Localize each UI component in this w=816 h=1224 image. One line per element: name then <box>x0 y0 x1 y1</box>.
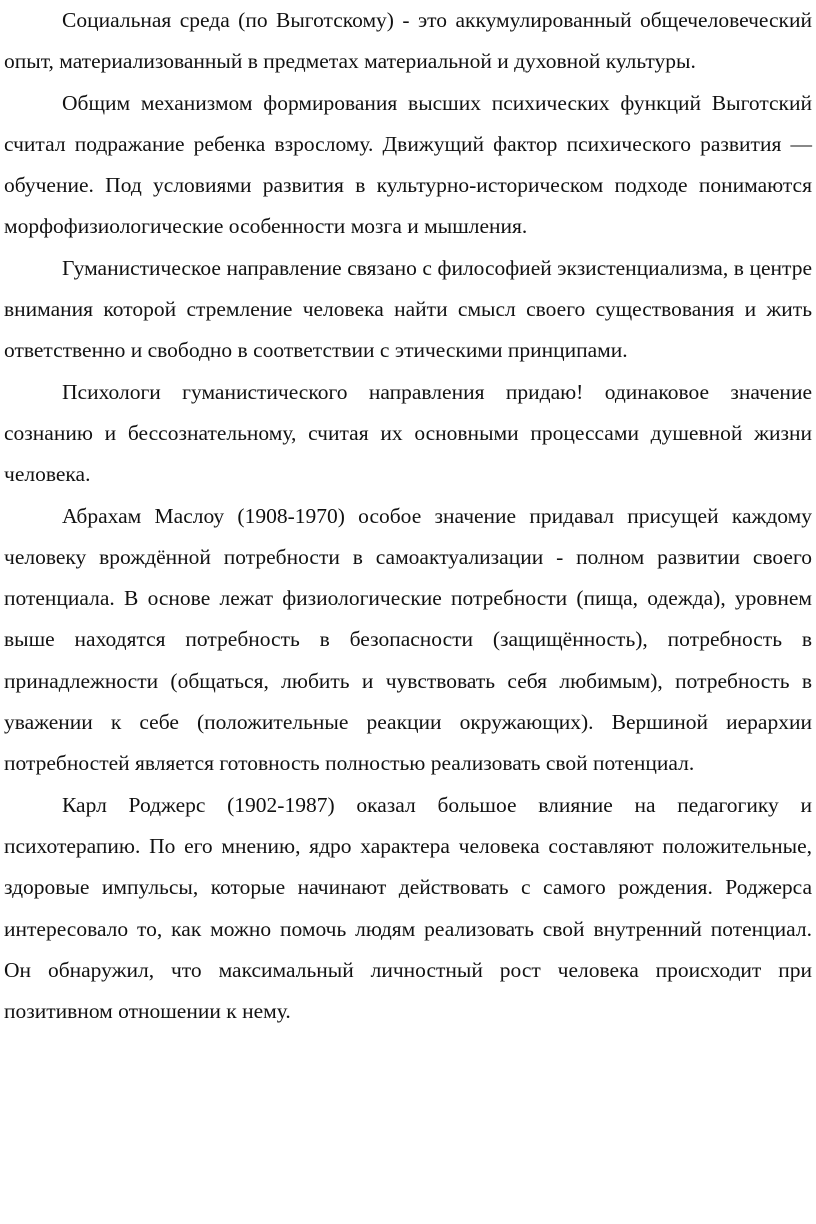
paragraph-higher-functions: Общим механизмом формирования высших психических функций Выготский считал подражание ребенка взрослому. Движущий фактор психического развития — обучение. Под условиями развития в культурно-историческом подходе понимаются морфофизиологические особенности мозга и мышления. <box>4 90 812 239</box>
paragraph-humanistic-psychologists: Психологи гуманистического направления придаю! одинаковое значение сознанию и бессознательному, считая их основными процессами душевной жизни человека. <box>4 379 812 487</box>
paragraph-humanistic-direction: Гуманистическое направление связано с философией экзистенциализма, в центре внимания которой стремление человека найти смысл своего существования и жить ответственно и свободно в соответствии с этическими принципами. <box>4 255 812 363</box>
paragraph-rogers: Карл Роджерс (1902-1987) оказал большое влияние на педагогику и психотерапию. По его мнению, ядро характера человека составляют положительные, здоровые импульсы, которые начинают действовать с самого рождения. Роджерса интересовало то, как можно помочь людям реализовать свой внутренний потенциал. Он обнаружил, что максимальный личностный рост человека происходит при позитивном отношении к нему. <box>4 792 812 1024</box>
paragraph-maslow: Абрахам Маслоу (1908-1970) особое значение придавал присущей каждому человеку врождённой потребности в самоактуализации - полном развитии своего потенциала. В основе лежат физиологические потребности (пища, одежда), уровнем выше находятся потребность в безопасности (защищённость), потребность в принадлежности (общаться, любить и чувствовать себя любимым), потребность в уважении к себе (положительные реакции окружающих). Вершиной иерархии потребностей является готовность полностью реализовать свой потенциал. <box>4 503 812 776</box>
paragraph-social-environment: Социальная среда (по Выготскому) - это аккумулированный общечеловеческий опыт, материализованный в предметах материальной и духовной культуры. <box>4 8 812 74</box>
document-page <box>4 0 812 1032</box>
